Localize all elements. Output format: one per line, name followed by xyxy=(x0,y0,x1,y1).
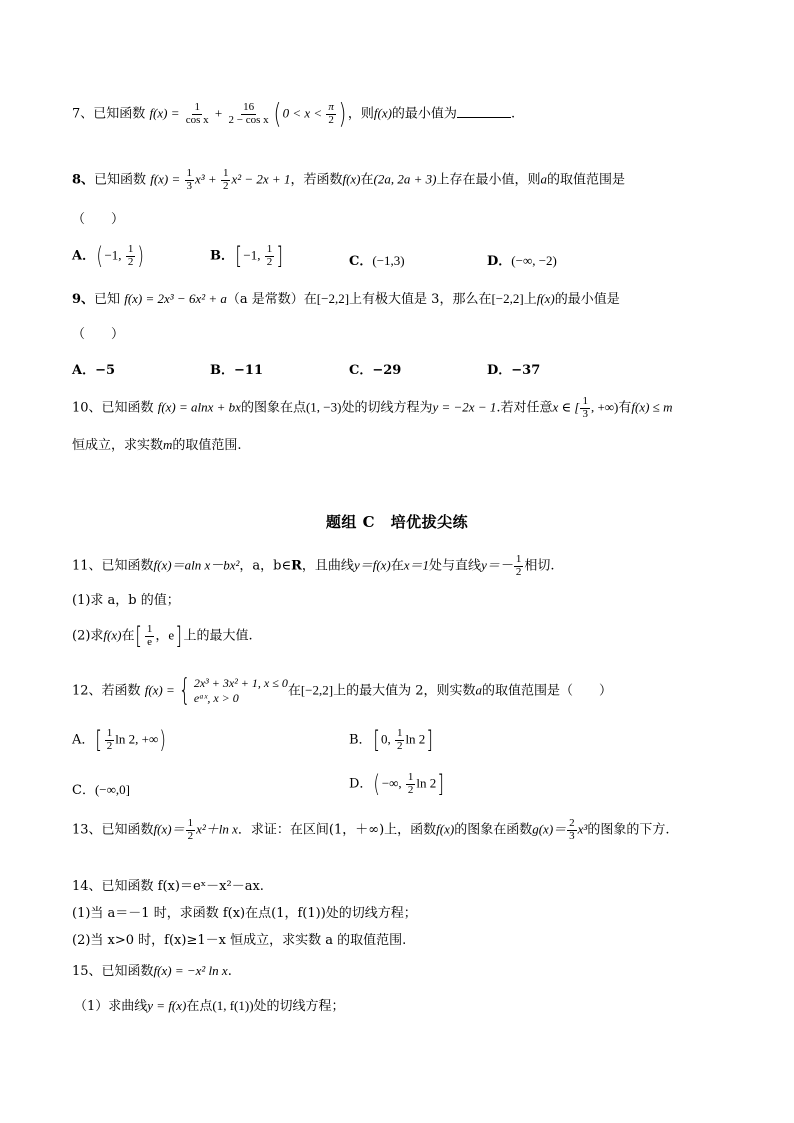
q9-note: （a 是常数）在 xyxy=(226,292,317,307)
q10-mid: 的图象在点 xyxy=(240,400,306,416)
bracket-left: [ xyxy=(372,726,380,755)
q8-a: a xyxy=(540,171,547,187)
q11-part-1: (1)求 a，b 的值； xyxy=(72,593,180,608)
q11-reals: R xyxy=(291,558,302,574)
q10-mid3: .若对任意 xyxy=(496,400,553,416)
q8-paren-text: （ ） xyxy=(72,212,125,227)
option-frac-den: 2 xyxy=(396,739,403,752)
q7-frac2-num: 16 xyxy=(243,100,255,113)
q15-end: . xyxy=(227,964,232,979)
q8-mid3: 上存在最小值，则 xyxy=(436,172,541,188)
section-heading: 题组 C 培优拔尖练 xyxy=(325,513,469,531)
q11-p2-fraction xyxy=(145,624,155,648)
option-label: D． xyxy=(349,776,373,792)
q7-right-paren: ) xyxy=(338,97,347,130)
paren-left: ( xyxy=(373,770,381,799)
q7-fraction-2 xyxy=(227,102,271,126)
q11-text-e: 处与直线 xyxy=(429,558,482,574)
option-pre: −∞, xyxy=(381,775,405,791)
q11-text-d: 在 xyxy=(390,558,404,574)
q9-mid2: 上 xyxy=(523,292,537,307)
q7-plus: + xyxy=(211,105,226,121)
q8-mid2: 在 xyxy=(360,172,374,188)
q8-frac-b-num: 1 xyxy=(222,167,229,179)
option-fraction xyxy=(395,728,405,752)
q11-equation: ＝aln x－bx² xyxy=(171,557,240,573)
q9-option-a[interactable] xyxy=(72,359,115,378)
q7-left-paren: ( xyxy=(273,97,281,130)
q13-fraction-g xyxy=(567,818,577,842)
q7-frac1-den: cos x xyxy=(185,113,209,126)
question-13 xyxy=(72,818,669,842)
q12-lead: 若函数 xyxy=(101,683,141,699)
q10-mid4: 有 xyxy=(618,400,632,416)
q11-fraction xyxy=(514,554,524,578)
q10-expression: f(x) = alnx + bx xyxy=(157,399,241,415)
q8-frac-b xyxy=(221,168,231,192)
q15-p1-lead: （1）求曲线 xyxy=(74,999,148,1014)
q8-lead: 已知函数 xyxy=(94,172,147,188)
q7-answer-blank[interactable] xyxy=(457,105,511,118)
q10-m: m xyxy=(163,437,173,452)
q8-frac-b-den: 2 xyxy=(222,179,229,192)
q12-case-1: 2x³ + 3x² + 1, x ≤ 0 xyxy=(193,676,288,690)
question-10-line-2 xyxy=(72,437,242,454)
question-12 xyxy=(72,673,613,708)
q10-frac-den: 3 xyxy=(582,407,588,420)
q12-tail2: 的取值范围是（ ） xyxy=(482,683,613,699)
q9-paren-text: （ ） xyxy=(72,327,125,342)
q12-mid: 在 xyxy=(287,683,301,699)
q8-option-a[interactable] xyxy=(72,242,146,271)
q10-inequality: f(x) ≤ m xyxy=(631,399,673,415)
q11-p2-lead: (2)求 xyxy=(72,628,104,644)
q8-option-c[interactable] xyxy=(349,250,405,269)
bracket-left: [ xyxy=(135,622,143,651)
bracket-right: ] xyxy=(175,622,183,651)
q7-condition: 0 < x < xyxy=(282,105,326,121)
q13-g-num: 2 xyxy=(569,817,575,829)
q11-p2-in: 在 xyxy=(121,628,135,644)
q10-lead: 已知函数 xyxy=(101,400,154,416)
option-text: −29 xyxy=(372,363,402,378)
option-label: A． xyxy=(72,732,95,748)
q7-frac1-num: 1 xyxy=(194,100,200,113)
bracket-left: [ xyxy=(235,242,242,271)
q15-curve: y = f(x) xyxy=(147,998,187,1013)
q8-frac-a-den: 3 xyxy=(186,179,193,192)
paren-left: ( xyxy=(96,242,104,271)
q9-option-b[interactable] xyxy=(210,359,263,378)
option-frac-num: 1 xyxy=(266,243,273,255)
q10-mid2: 处的切线方程为 xyxy=(341,400,433,416)
q7-frac2-den: 2 − cos x xyxy=(228,113,269,126)
q8-fx: f(x) xyxy=(342,171,361,187)
option-label: C． xyxy=(349,254,373,269)
option-frac-num: 1 xyxy=(396,727,403,739)
paren-right: ) xyxy=(137,242,145,271)
q9-option-c[interactable] xyxy=(349,359,401,378)
question-11 xyxy=(72,554,554,578)
q13-text-c: ．求证：在区间(1，＋∞)上，函数 xyxy=(237,822,437,838)
option-text: −5 xyxy=(95,363,116,378)
option-rest: ln 2 xyxy=(405,731,426,747)
q15-lead: 15、已知函数 xyxy=(72,964,154,979)
q7-fx: f(x) xyxy=(373,105,392,121)
q9-interval-2: [−2,2] xyxy=(491,291,524,306)
q9-lead: 已知 xyxy=(94,292,121,307)
paren-right: ) xyxy=(159,726,167,755)
q11-p2-frac-den: e xyxy=(147,635,153,648)
q9-option-d[interactable] xyxy=(487,359,540,378)
q11-p2-e: ，e xyxy=(155,627,175,643)
q13-g-rest: x³ xyxy=(577,821,588,837)
option-label: B． xyxy=(210,248,234,264)
q13-text-f: 的图象的下方. xyxy=(587,822,670,838)
q13-f-den: 2 xyxy=(187,829,194,842)
option-frac-num: 1 xyxy=(407,771,414,783)
q8-answer-paren xyxy=(72,212,124,228)
question-8 xyxy=(72,168,625,192)
option-frac-den: 2 xyxy=(127,255,134,268)
q12-interval: [−2,2] xyxy=(300,682,334,698)
option-fraction xyxy=(265,244,275,268)
q11-frac-num: 1 xyxy=(515,553,522,565)
question-9 xyxy=(72,291,620,308)
q13-lead: 13、已知函数 xyxy=(72,822,154,838)
q15-p1-tail: 处的切线方程； xyxy=(253,999,345,1014)
q14-part-1: (1)当 a＝－1 时，求函数 f(x)在点(1，f(1))处的切线方程； xyxy=(72,906,417,921)
q10-point: (1, −3) xyxy=(305,399,342,415)
q11-frac-den: 2 xyxy=(515,565,522,578)
question-14: 14、已知函数 f(x)＝eˣ－x²－ax. xyxy=(72,879,264,894)
q9-number: 9、 xyxy=(72,292,95,307)
q9-interval-1: [−2,2] xyxy=(316,291,350,306)
q11-line: y＝－ xyxy=(481,557,513,573)
q12-tail: 上的最大值为 2，则实数 xyxy=(333,683,476,699)
q11-params: ，a，b∈ xyxy=(239,558,292,574)
q15-part-1 xyxy=(74,998,345,1015)
q9-answer-paren xyxy=(72,327,124,343)
q10-line2a: 恒成立，求实数 xyxy=(72,438,164,453)
option-frac-den: 2 xyxy=(407,783,414,796)
q12-case-2: eᵃˣ, x > 0 xyxy=(193,691,239,705)
q10-line2b: 的取值范围. xyxy=(172,438,242,453)
q10-tangent: y = −2x − 1 xyxy=(432,399,497,415)
option-pre: 0, xyxy=(380,731,394,747)
q7-lead: 已知函数 xyxy=(93,106,146,122)
option-fraction xyxy=(406,772,416,796)
option-frac-den: 2 xyxy=(266,255,273,268)
q11-text-c: ，且曲线 xyxy=(301,558,354,574)
q10-domain-start: x ∈ [ xyxy=(552,399,580,415)
q9-tail: 的最小值是 xyxy=(554,292,620,307)
q11-x1: x＝1 xyxy=(403,557,430,573)
q8-frac-a-num: 1 xyxy=(186,167,193,179)
q12-piecewise xyxy=(194,676,288,706)
q10-number: 10、 xyxy=(72,400,102,416)
option-frac-num: 1 xyxy=(106,727,113,739)
q15-p1-at: 在点 xyxy=(186,999,213,1014)
q15-point: (1, f(1)) xyxy=(212,998,254,1013)
q8-mid: ，若函数 xyxy=(290,172,343,188)
question-10 xyxy=(72,396,672,420)
option-text: (−1,3) xyxy=(372,253,405,268)
q9-fx: f(x) xyxy=(536,291,555,306)
option-label: D． xyxy=(487,254,512,269)
q12-option-a[interactable] xyxy=(72,726,168,755)
option-label: B． xyxy=(210,363,234,378)
q13-gx: g(x)＝ xyxy=(532,821,567,837)
q9-mid: 上有极大值是 3，那么在 xyxy=(349,292,492,307)
q13-fx: f(x)＝ xyxy=(153,821,185,837)
q13-fx2: f(x) xyxy=(436,821,455,837)
q9-expression: f(x) = 2x³ − 6x² + a xyxy=(124,291,227,306)
option-label: C． xyxy=(349,363,373,378)
q11-p2-frac-num: 1 xyxy=(146,623,153,635)
q8-frac-a xyxy=(185,168,195,192)
question-15 xyxy=(72,963,232,980)
option-text: −11 xyxy=(234,363,263,378)
option-label: C． xyxy=(72,783,95,798)
q14-part-2: (2)当 x>0 时，f(x)≥1－x 恒成立，求实数 a 的取值范围. xyxy=(72,933,407,948)
bracket-right: ] xyxy=(276,242,284,271)
q10-domain-end: , +∞) xyxy=(590,399,619,415)
q13-f-num: 1 xyxy=(187,817,194,829)
option-fraction xyxy=(126,244,136,268)
q10-frac-num: 1 xyxy=(582,395,588,407)
q8-number: 8、 xyxy=(72,172,95,188)
option-fraction xyxy=(105,728,115,752)
q11-lead: 11、已知函数 xyxy=(72,558,154,574)
q7-pi-den: 2 xyxy=(328,113,334,126)
q7-function-name: f(x) = xyxy=(149,105,183,121)
q7-tail: 的最小值为 xyxy=(391,106,457,122)
q7-pi-num: π xyxy=(328,100,334,113)
q10-fraction xyxy=(580,396,590,420)
q7-after: ，则 xyxy=(347,106,374,122)
q13-g-den: 3 xyxy=(569,829,575,842)
q12-option-d[interactable] xyxy=(349,770,446,799)
q8-interval: (2a, 2a + 3) xyxy=(373,171,437,187)
q7-number: 7、 xyxy=(72,106,94,122)
q8-option-b[interactable] xyxy=(210,242,285,271)
q11-part-2 xyxy=(72,622,253,651)
q8-option-d[interactable] xyxy=(487,250,557,269)
option-label: A． xyxy=(72,363,96,378)
q11-p2-tail: 上的最大值. xyxy=(183,628,253,644)
option-frac-den: 2 xyxy=(106,739,113,752)
q12-option-c[interactable] xyxy=(72,779,130,798)
option-label: D． xyxy=(487,363,512,378)
q8-function-name: f(x) = xyxy=(150,171,184,187)
q7-end: . xyxy=(510,106,516,122)
q15-expression: f(x) = −x² ln x xyxy=(153,963,228,978)
q11-curve: y＝f(x) xyxy=(353,557,391,573)
q7-pi-fraction xyxy=(326,102,336,126)
bracket-right: ] xyxy=(437,770,445,799)
q12-option-b[interactable] xyxy=(349,726,435,755)
q8-tail: 的取值范围是 xyxy=(546,172,625,188)
bracket-right: ] xyxy=(426,726,434,755)
option-rest: ln 2 xyxy=(416,775,437,791)
option-frac-num: 1 xyxy=(127,243,134,255)
question-7 xyxy=(72,97,516,130)
brace-left: { xyxy=(178,673,191,708)
option-text: (−∞,0] xyxy=(94,782,130,797)
q13-text-d: 的图象在函数 xyxy=(454,822,533,838)
option-pre: −1, xyxy=(243,247,264,263)
q11-p2-fx: f(x) xyxy=(103,627,122,643)
option-label: B． xyxy=(349,732,372,748)
q13-f-rest: x²＋ln x xyxy=(196,821,238,837)
q12-number: 12、 xyxy=(72,683,102,699)
q12-fx: f(x) = xyxy=(144,682,175,698)
option-text: (−∞, −2) xyxy=(511,253,557,268)
q13-fraction-f xyxy=(186,818,196,842)
q11-text-f: 相切. xyxy=(524,558,555,574)
bracket-left: [ xyxy=(95,726,103,755)
option-label: A． xyxy=(72,248,96,264)
q12-a: a xyxy=(475,682,482,698)
option-text: −37 xyxy=(511,363,541,378)
q8-term1: x³ + xyxy=(195,171,220,187)
option-pre: −1, xyxy=(104,247,125,263)
q8-term2: x² − 2x + 1 xyxy=(231,171,291,187)
q7-fraction-1 xyxy=(184,102,211,126)
q11-fx: f(x) xyxy=(153,557,172,573)
option-rest: ln 2, +∞ xyxy=(115,731,159,747)
